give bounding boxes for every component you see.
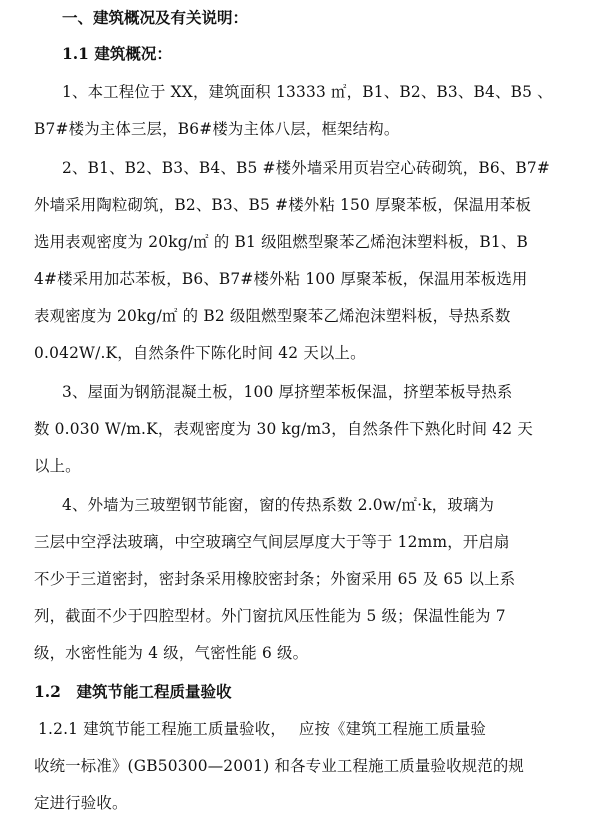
subsection-heading-1-2: 1.2 建筑节能工程质量验收 bbox=[34, 682, 232, 701]
paragraph-4-line-5: 级，水密性能为 4 级，气密性能 6 级。 bbox=[34, 644, 309, 662]
section-heading-1: 一、建筑概况及有关说明： bbox=[62, 8, 249, 27]
paragraph-1-line-2: B7#楼为主体三层，B6#楼为主体八层，框架结构。 bbox=[34, 120, 400, 138]
paragraph-2-line-6: 0.042W/.K，自然条件下陈化时间 42 天以上。 bbox=[34, 344, 366, 362]
paragraph-4-line-3: 不少于三道密封，密封条采用橡胶密封条；外窗采用 65 及 65 以上系 bbox=[34, 570, 516, 588]
paragraph-3-line-3: 以上。 bbox=[34, 457, 81, 475]
paragraph-4-line-2: 三层中空浮法玻璃，中空玻璃空气间层厚度大于等于 12mm，开启扇 bbox=[34, 533, 510, 551]
paragraph-1-line-1: 1、本工程位于 XX，建筑面积 13333 ㎡，B1、B2、B3、B4、B5 、 bbox=[62, 83, 553, 101]
paragraph-2-line-3: 选用表观密度为 20kg/㎡ 的 B1 级阻燃型聚苯乙烯泡沫塑料板，B1、B bbox=[34, 233, 529, 251]
subsection-heading-1-1: 1.1 建筑概况： bbox=[62, 44, 172, 63]
paragraph-2-line-2: 外墙采用陶粒砌筑，B2、B3、B5 #楼外粘 150 厚聚苯板，保温用苯板 bbox=[34, 196, 532, 214]
paragraph-2-line-4: 4#楼采用加芯苯板，B6、B7#楼外粘 100 厚聚苯板，保温用苯板选用 bbox=[34, 270, 528, 288]
paragraph-2-line-1: 2、B1、B2、B3、B4、B5 #楼外墙采用页岩空心砖砌筑，B6、B7# bbox=[62, 159, 551, 177]
paragraph-4-line-4: 列，截面不少于四腔型材。外门窗抗风压性能为 5 级；保温性能为 7 bbox=[34, 607, 506, 625]
paragraph-3-line-2: 数 0.030 W/m.K，表观密度为 30 kg/m3，自然条件下熟化时间 42 天 bbox=[34, 420, 533, 438]
paragraph-2-line-5: 表观密度为 20kg/㎡ 的 B2 级阻燃型聚苯乙烯泡沫塑料板，导热系数 bbox=[34, 307, 511, 325]
paragraph-5-line-1: 1.2.1 建筑节能工程施工质量验收， 应按《建筑工程施工质量验 bbox=[38, 720, 487, 738]
paragraph-3-line-1: 3、屋面为钢筋混凝土板，100 厚挤塑苯板保温，挤塑苯板导热系 bbox=[62, 383, 513, 401]
paragraph-5-line-2: 收统一标准》(GB50300—2001) 和各专业工程施工质量验收规范的规 bbox=[34, 757, 525, 775]
paragraph-4-line-1: 4、外墙为三玻塑钢节能窗，窗的传热系数 2.0w/㎡·k，玻璃为 bbox=[62, 496, 495, 514]
paragraph-5-line-3: 定进行验收。 bbox=[34, 794, 128, 812]
